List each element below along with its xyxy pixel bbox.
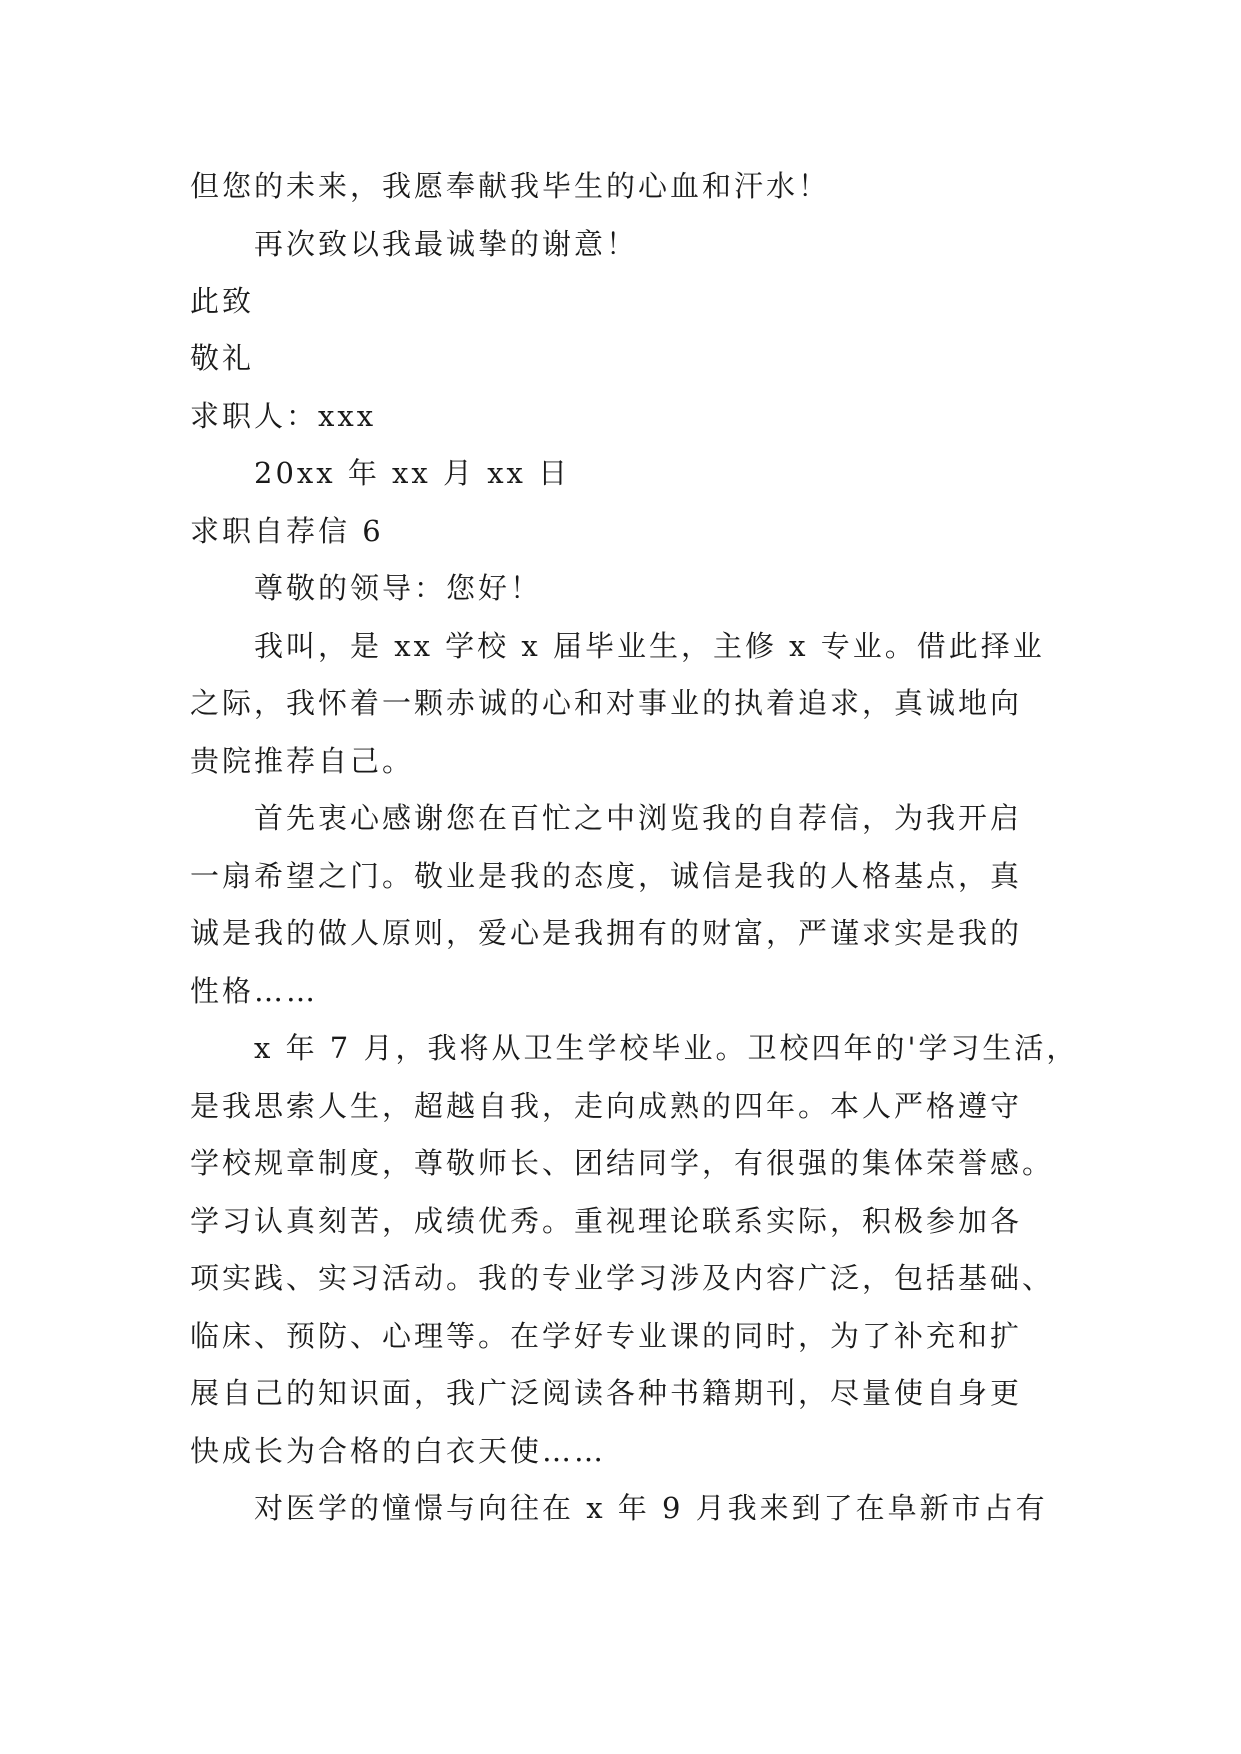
section-heading: 求职自荐信 6 xyxy=(190,514,384,548)
letter-date: 20xx 年 xx 月 xx 日 xyxy=(254,456,571,490)
paragraph-line: 对医学的憧憬与向往在 x 年 9 月我来到了在阜新市占有 xyxy=(254,1491,1048,1525)
paragraph-line: 快成长为合格的白衣天使…… xyxy=(190,1434,607,1468)
paragraph-line: 之际，我怀着一颗赤诚的心和对事业的执着追求，真诚地向 xyxy=(190,686,1023,720)
paragraph-line: 临床、预防、心理等。在学好专业课的同时，为了补充和扩 xyxy=(190,1319,1023,1353)
paragraph-line: 诚是我的做人原则，爱心是我拥有的财富，严谨求实是我的 xyxy=(190,916,1023,950)
salutation-jingli: 敬礼 xyxy=(190,341,255,375)
paragraph-line: 首先衷心感谢您在百忙之中浏览我的自荐信，为我开启 xyxy=(254,801,1023,835)
paragraph-line: 项实践、实习活动。我的专业学习涉及内容广泛，包括基础、 xyxy=(190,1261,1055,1295)
paragraph-line: 是我思索人生，超越自我，走向成熟的四年。本人严格遵守 xyxy=(190,1089,1023,1123)
paragraph-line: 一扇希望之门。敬业是我的态度，诚信是我的人格基点，真 xyxy=(190,859,1023,893)
paragraph-line: 学校规章制度，尊敬师长、团结同学，有很强的集体荣誉感。 xyxy=(190,1146,1055,1180)
paragraph-line: 学习认真刻苦，成绩优秀。重视理论联系实际，积极参加各 xyxy=(190,1204,1023,1238)
paragraph-line: 我叫，是 xx 学校 x 届毕业生，主修 x 专业。借此择业 xyxy=(254,629,1045,663)
paragraph-line: x 年 7 月，我将从卫生学校毕业。卫校四年的'学习生活， xyxy=(254,1031,1079,1065)
paragraph-line: 性格…… xyxy=(190,974,319,1008)
paragraph-line: 展自己的知识面，我广泛阅读各种书籍期刊，尽量使自身更 xyxy=(190,1376,1023,1410)
paragraph-line: 贵院推荐自己。 xyxy=(190,744,415,778)
salutation-cizhi: 此致 xyxy=(190,284,255,318)
greeting: 尊敬的领导：您好！ xyxy=(254,571,543,605)
applicant-name: 求职人：xxx xyxy=(190,399,377,433)
closing-line: 但您的未来，我愿奉献我毕生的心血和汗水！ xyxy=(190,169,831,203)
thanks-line: 再次致以我最诚挚的谢意！ xyxy=(254,227,639,261)
